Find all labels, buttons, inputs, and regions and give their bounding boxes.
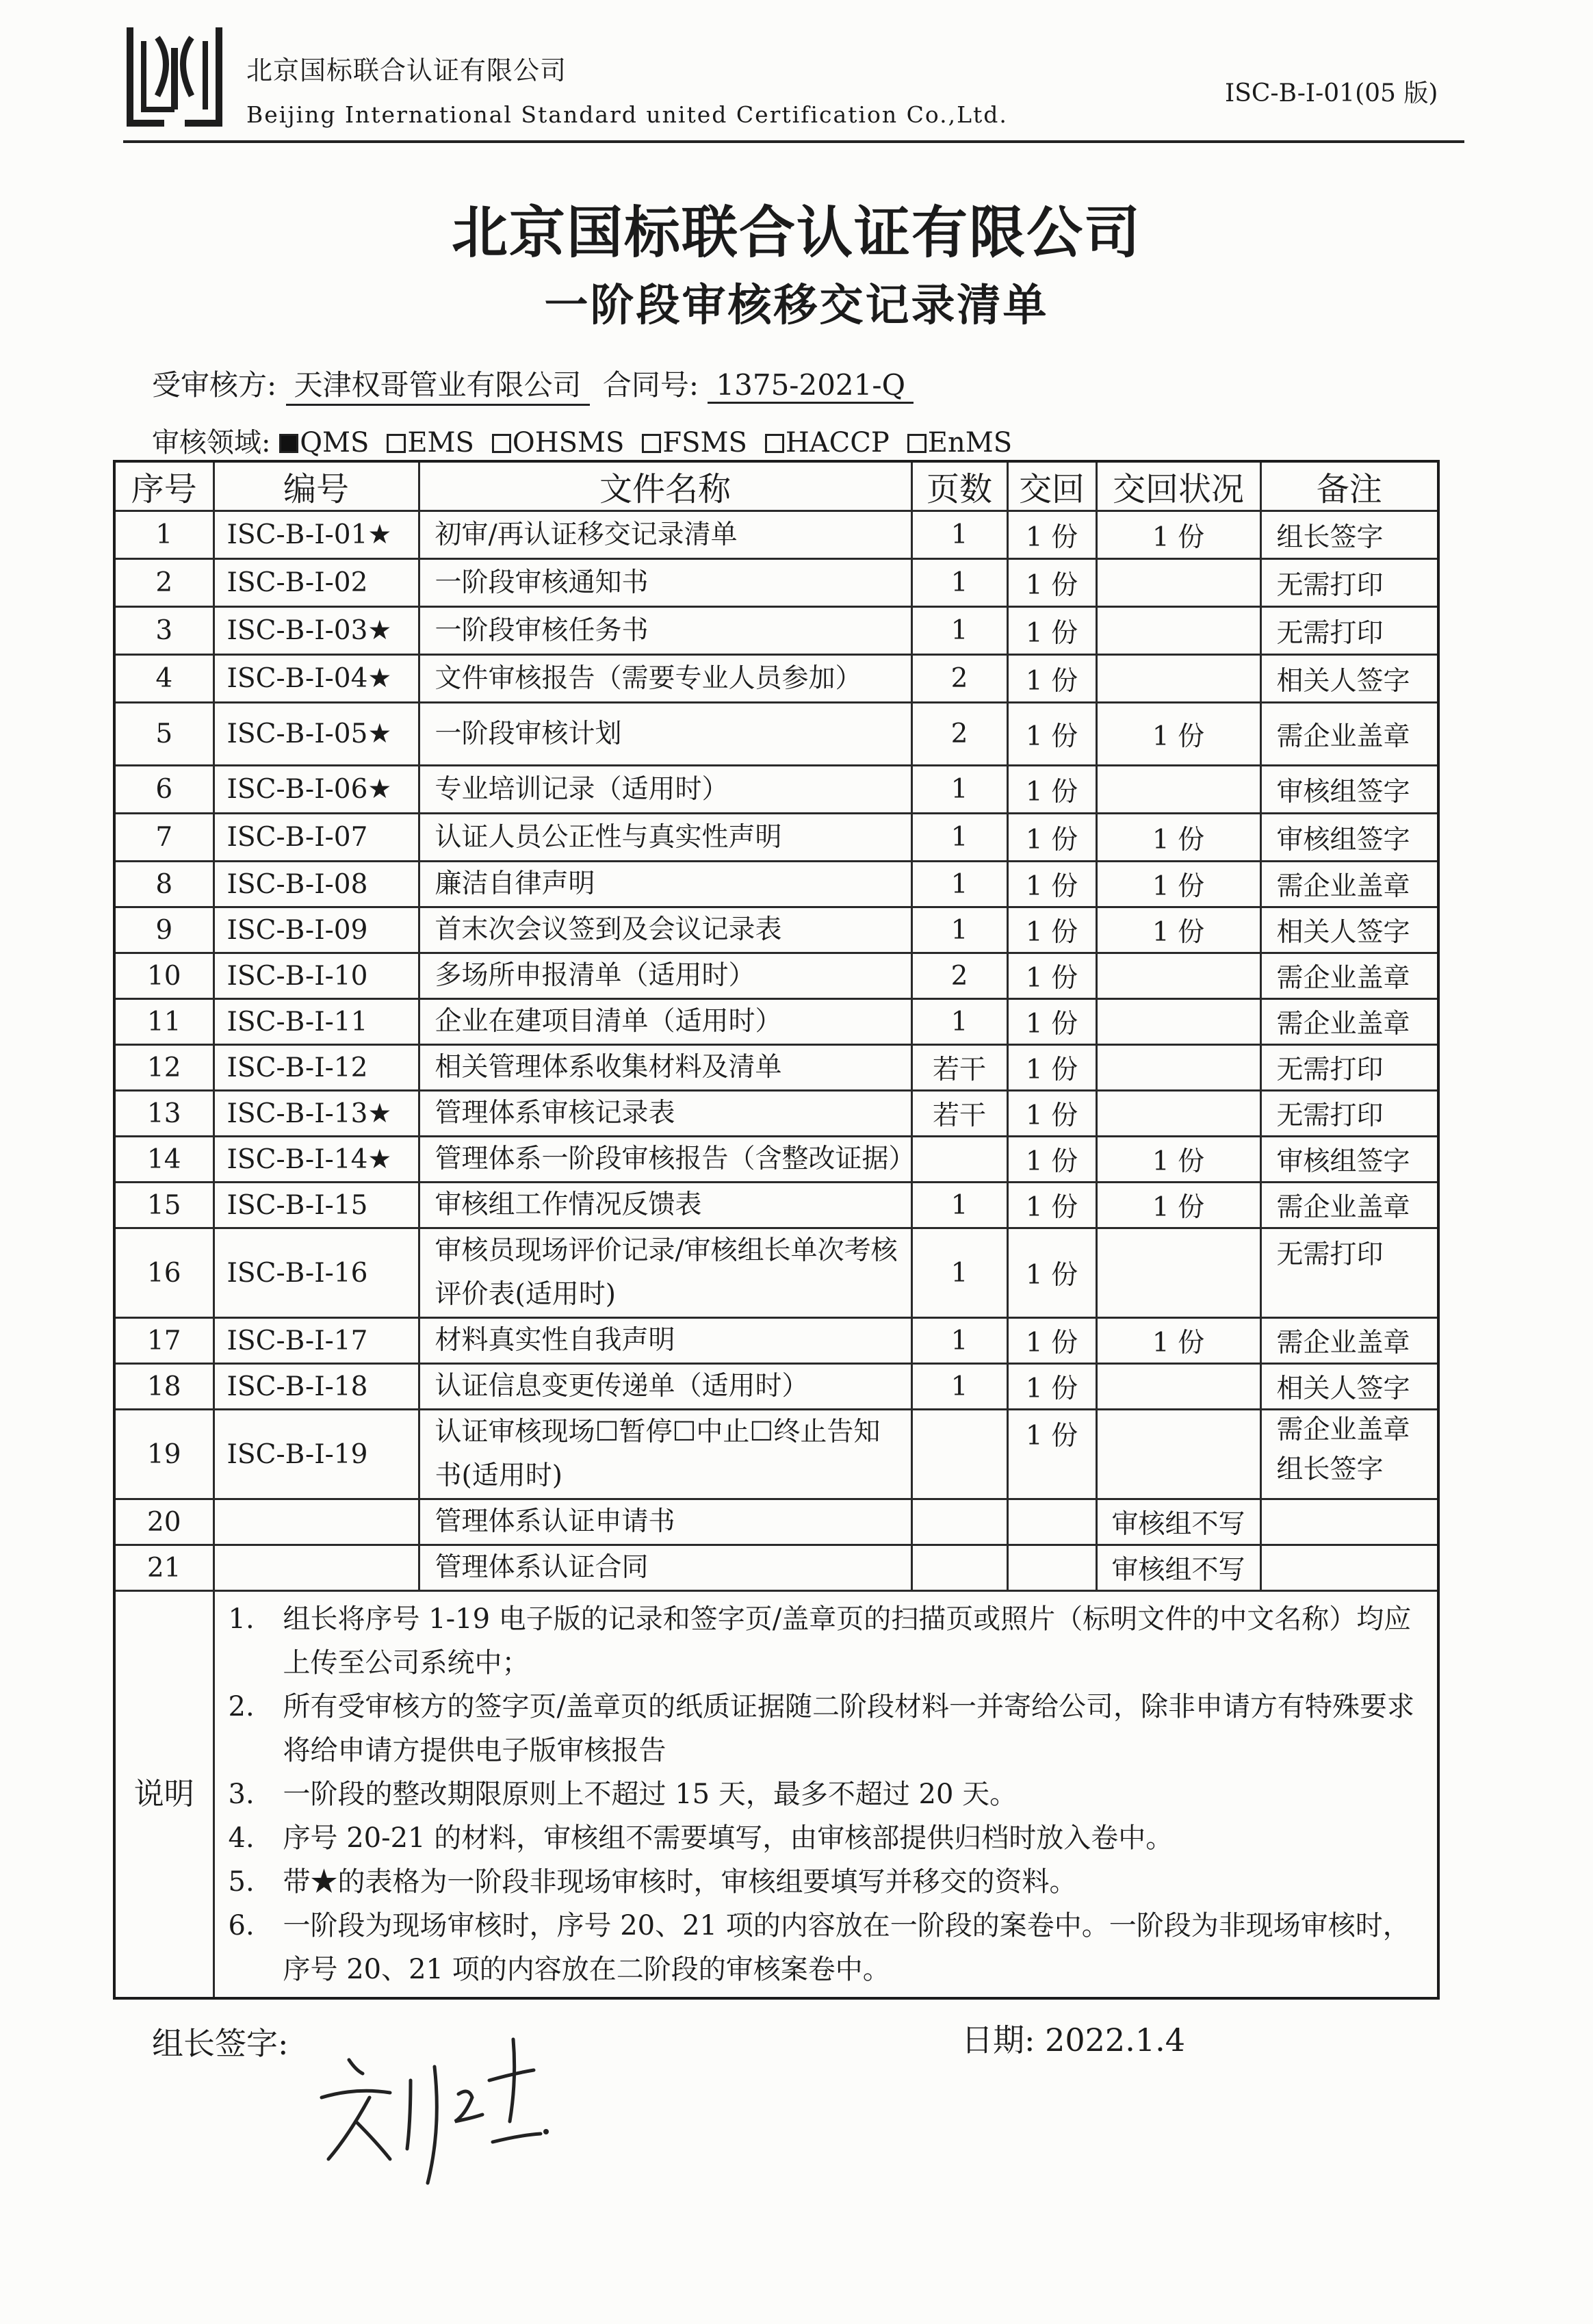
table-row [114,1364,1438,1410]
cell-name: 一阶段审核通知书 [419,559,911,607]
cell-name: 相关管理体系收集材料及清单 [419,1045,911,1091]
table-row [114,559,1438,607]
scope-option-fsms [642,427,747,459]
cell-returned: 1 份 [1007,511,1096,559]
cell-status: 审核组不写 [1096,1499,1260,1545]
col-header-remarks: 备注 [1260,461,1438,511]
contract-value: 1375-2021-Q [708,368,914,404]
cell-returned: 1 份 [1007,1364,1096,1410]
cell-no: 11 [114,999,213,1045]
auditee-value: 天津权哥管业有限公司 [286,363,590,406]
audit-scope [152,421,1030,460]
note-item [229,1597,1424,1685]
cell-name: 管理体系认证合同 [419,1545,911,1591]
cell-code: ISC-B-I-03★ [213,607,419,655]
scope-option-ems [387,427,474,459]
cell-returned: 1 份 [1007,607,1096,655]
cell-status: 1 份 [1096,862,1260,907]
scope-option-qms [279,427,369,459]
note-item [229,1904,1424,1991]
scope-option-label: OHSMS [512,427,625,459]
table-row [114,1410,1438,1499]
cell-name: 企业在建项目清单（适用时） [419,999,911,1045]
cell-code: ISC-B-I-01★ [213,511,419,559]
contract-label: 合同号: [602,368,699,402]
scope-option-ohsms [492,427,624,459]
cell-code: ISC-B-I-04★ [213,655,419,703]
cell-no: 6 [114,766,213,814]
cell-name: 审核组工作情况反馈表 [419,1183,911,1228]
scope-option-label: QMS [300,427,370,459]
cell-status: 审核组不写 [1096,1545,1260,1591]
cell-code: ISC-B-I-13★ [213,1091,419,1137]
cell-status: 1 份 [1096,1318,1260,1364]
table-row [114,1318,1438,1364]
cell-remarks: 需企业盖章 [1260,1318,1438,1364]
cell-no: 12 [114,1045,213,1091]
cell-pages: 1 [911,862,1007,907]
cell-remarks: 相关人签字 [1260,1364,1438,1410]
cell-name: 管理体系审核记录表 [419,1091,911,1137]
cell-name: 审核员现场评价记录/审核组长单次考核评价表(适用时) [419,1228,911,1318]
cell-returned: 1 份 [1007,559,1096,607]
cell-name: 一阶段审核任务书 [419,607,911,655]
cell-status [1096,655,1260,703]
cell-no: 9 [114,907,213,953]
handwritten-signature [308,2032,554,2197]
checkbox-icon [907,434,927,453]
cell-pages: 1 [911,766,1007,814]
cell-status: 1 份 [1096,907,1260,953]
table-row [114,1499,1438,1545]
table-header-row [114,461,1438,511]
table-row [114,511,1438,559]
table-row [114,766,1438,814]
cell-no: 13 [114,1091,213,1137]
cell-pages [911,1545,1007,1591]
col-header-no: 序号 [114,461,213,511]
cell-code: ISC-B-I-08 [213,862,419,907]
scope-option-label: EnMS [927,427,1013,459]
cell-remarks: 相关人签字 [1260,655,1438,703]
cell-name: 文件审核报告（需要专业人员参加） [419,655,911,703]
cell-name: 材料真实性自我声明 [419,1318,911,1364]
table-row [114,1045,1438,1091]
table-row [114,607,1438,655]
cell-code: ISC-B-I-09 [213,907,419,953]
date-label: 日期: [961,2022,1035,2058]
cell-no: 17 [114,1318,213,1364]
cell-remarks: 组长签字 [1260,511,1438,559]
cell-status [1096,1364,1260,1410]
note-number: 4. [228,1822,255,1854]
table-row [114,953,1438,999]
table-row [114,814,1438,862]
cell-name: 廉洁自律声明 [419,862,911,907]
cell-code: ISC-B-I-11 [213,999,419,1045]
note-text: 一阶段的整改期限原则上不超过 15 天，最多不超过 20 天。 [283,1779,1018,1810]
cell-no: 1 [114,511,213,559]
cell-remarks: 审核组签字 [1260,814,1438,862]
cell-no: 14 [114,1137,213,1183]
cell-status [1096,1410,1260,1499]
note-text: 序号 20-21 的材料，审核组不需要填写，由审核部提供归档时放入卷中。 [283,1822,1174,1854]
col-header-code: 编号 [213,461,419,511]
cell-returned: 1 份 [1007,1091,1096,1137]
cell-code: ISC-B-I-06★ [213,766,419,814]
col-header-status: 交回状况 [1096,461,1260,511]
scope-option-enms [907,427,1012,459]
cell-remarks: 无需打印 [1260,1045,1438,1091]
table-row [114,655,1438,703]
table-row [114,1137,1438,1183]
cell-name: 管理体系一阶段审核报告（含整改证据） [419,1137,911,1183]
cell-status: 1 份 [1096,703,1260,766]
cell-status [1096,953,1260,999]
cell-returned: 1 份 [1007,1045,1096,1091]
cell-no: 7 [114,814,213,862]
cell-returned: 1 份 [1007,1183,1096,1228]
cell-remarks: 需企业盖章 [1260,862,1438,907]
cell-remarks: 需企业盖章 [1260,1183,1438,1228]
table-row [114,862,1438,907]
scope-option-haccp [765,427,890,459]
cell-pages [911,1410,1007,1499]
auditee-label: 受审核方: [152,368,277,402]
date-line [961,2015,1185,2061]
cell-name: 首末次会议签到及会议记录表 [419,907,911,953]
page-subtitle: 一阶段审核移交记录清单 [544,280,1049,331]
cell-remarks [1260,1499,1438,1545]
cell-code: ISC-B-I-07 [213,814,419,862]
cell-code [213,1545,419,1591]
cell-status: 1 份 [1096,1137,1260,1183]
cell-code: ISC-B-I-12 [213,1045,419,1091]
cell-remarks [1260,1545,1438,1591]
note-number: 5. [228,1866,255,1898]
note-item [229,1816,1424,1860]
cell-returned: 1 份 [1007,1137,1096,1183]
cell-name: 专业培训记录（适用时） [419,766,911,814]
cell-status [1096,559,1260,607]
note-number: 6. [228,1910,255,1941]
cell-pages: 2 [911,655,1007,703]
cell-pages: 若干 [911,1045,1007,1091]
note-number: 2. [228,1691,255,1722]
cell-name: 多场所申报清单（适用时） [419,953,911,999]
cell-no: 19 [114,1410,213,1499]
cell-remarks: 审核组签字 [1260,766,1438,814]
cell-remarks: 审核组签字 [1260,1137,1438,1183]
scope-option-label: HACCP [785,427,890,459]
note-number: 3. [228,1779,255,1810]
cell-remarks: 相关人签字 [1260,907,1438,953]
cell-returned: 1 份 [1007,655,1096,703]
table-row [114,703,1438,766]
cell-code: ISC-B-I-18 [213,1364,419,1410]
cell-pages: 2 [911,703,1007,766]
cell-returned: 1 份 [1007,999,1096,1045]
cell-code: ISC-B-I-05★ [213,703,419,766]
note-text: 带★的表格为一阶段非现场审核时，审核组要填写并移交的资料。 [283,1866,1077,1898]
cell-returned: 1 份 [1007,1318,1096,1364]
cell-pages: 1 [911,607,1007,655]
cell-pages: 1 [911,511,1007,559]
cell-remarks: 无需打印 [1260,1228,1438,1318]
table-row [114,907,1438,953]
cell-pages [911,1499,1007,1545]
cell-no: 16 [114,1228,213,1318]
cell-code: ISC-B-I-17 [213,1318,419,1364]
cell-pages [911,1137,1007,1183]
checkbox-icon [387,434,406,453]
cell-status [1096,607,1260,655]
cell-pages: 1 [911,1183,1007,1228]
cell-code: ISC-B-I-19 [213,1410,419,1499]
checkbox-icon [642,434,661,453]
note-item [229,1860,1424,1904]
cell-no: 3 [114,607,213,655]
page-title: 北京国标联合认证有限公司 [451,201,1141,266]
note-item [229,1685,1424,1772]
cell-pages: 1 [911,907,1007,953]
cell-returned [1007,1499,1096,1545]
table-row [114,1091,1438,1137]
cell-remarks: 需企业盖章 [1260,999,1438,1045]
cell-name: 一阶段审核计划 [419,703,911,766]
cell-status [1096,999,1260,1045]
cell-no: 10 [114,953,213,999]
date-value: 2022.1.4 [1045,2022,1185,2058]
cell-status: 1 份 [1096,1183,1260,1228]
cell-returned: 1 份 [1007,703,1096,766]
cell-status [1096,1228,1260,1318]
cell-remarks: 无需打印 [1260,559,1438,607]
cell-name: 管理体系认证申请书 [419,1499,911,1545]
notes-label: 说明 [114,1591,213,1999]
cell-no: 21 [114,1545,213,1591]
cell-status [1096,1045,1260,1091]
table-row [114,1183,1438,1228]
col-header-returned: 交回 [1007,461,1096,511]
cell-returned: 1 份 [1007,862,1096,907]
cell-returned: 1 份 [1007,907,1096,953]
cell-pages: 1 [911,559,1007,607]
checkbox-icon [765,434,784,453]
cell-code: ISC-B-I-16 [213,1228,419,1318]
cell-remarks: 需企业盖章 [1260,953,1438,999]
cell-pages: 2 [911,953,1007,999]
cell-no: 15 [114,1183,213,1228]
note-text: 组长将序号 1-19 电子版的记录和签字页/盖章页的扫描页或照片（标明文件的中文名称）均应上传至公司系统中； [283,1603,1412,1679]
scope-option-label: EMS [407,427,474,459]
cell-remarks: 无需打印 [1260,607,1438,655]
cell-no: 20 [114,1499,213,1545]
notes-row [114,1591,1438,1999]
cell-code: ISC-B-I-10 [213,953,419,999]
auditee-line [152,363,918,406]
cell-returned: 1 份 [1007,766,1096,814]
cell-name: 认证审核现场☐暂停☐中止☐终止告知书(适用时) [419,1410,911,1499]
cell-code: ISC-B-I-02 [213,559,419,607]
cell-remarks: 需企业盖章 组长签字 [1260,1410,1438,1499]
cell-returned: 1 份 [1007,814,1096,862]
cell-code [213,1499,419,1545]
cell-status: 1 份 [1096,511,1260,559]
cell-code: ISC-B-I-14★ [213,1137,419,1183]
leader-signature-label: 组长签字: [152,2025,289,2062]
cell-returned: 1 份 [1007,1228,1096,1318]
cell-remarks: 需企业盖章 [1260,703,1438,766]
cell-returned: 1 份 [1007,1410,1096,1499]
scope-option-label: FSMS [662,427,747,459]
table-row [114,1545,1438,1591]
table-row [114,1228,1438,1318]
cell-code: ISC-B-I-15 [213,1183,419,1228]
table-row [114,999,1438,1045]
cell-no: 2 [114,559,213,607]
cell-no: 18 [114,1364,213,1410]
scope-label: 审核领域: [152,427,271,459]
cell-pages: 1 [911,1364,1007,1410]
cell-pages: 1 [911,999,1007,1045]
cell-name: 认证信息变更传递单（适用时） [419,1364,911,1410]
cell-pages: 1 [911,1228,1007,1318]
col-header-pages: 页数 [911,461,1007,511]
note-text: 所有受审核方的签字页/盖章页的纸质证据随二阶段材料一并寄给公司，除非申请方有特殊要求将给申请方提供电子版审核报告 [283,1691,1414,1766]
cell-pages: 若干 [911,1091,1007,1137]
company-name-cn: 北京国标联合认证有限公司 [246,55,567,86]
cell-status [1096,766,1260,814]
transfer-record-table [113,460,1440,2000]
company-logo [116,21,233,133]
scope-options [279,427,1030,459]
cell-name: 初审/再认证移交记录清单 [419,511,911,559]
cell-remarks: 无需打印 [1260,1091,1438,1137]
cell-status [1096,1091,1260,1137]
company-name-en: Beijing International Standard united Certification Co.,Ltd. [246,101,1008,128]
cell-status: 1 份 [1096,814,1260,862]
cell-returned: 1 份 [1007,953,1096,999]
document-code: ISC-B-I-01(05 版) [1225,79,1438,107]
cell-no: 8 [114,862,213,907]
note-number: 1. [228,1603,255,1635]
checkbox-icon [279,434,298,453]
checkbox-icon [492,434,511,453]
note-text: 一阶段为现场审核时，序号 20、21 项的内容放在一阶段的案卷中。一阶段为非现场审核时，序号 20、21 项的内容放在二阶段的审核案卷中。 [283,1910,1410,1985]
header-divider [123,140,1464,143]
cell-pages: 1 [911,1318,1007,1364]
cell-no: 4 [114,655,213,703]
cell-no: 5 [114,703,213,766]
cell-name: 认证人员公正性与真实性声明 [419,814,911,862]
notes-content [213,1591,1438,1999]
col-header-name: 文件名称 [419,461,911,511]
cell-pages: 1 [911,814,1007,862]
note-item [229,1772,1424,1816]
cell-returned [1007,1545,1096,1591]
